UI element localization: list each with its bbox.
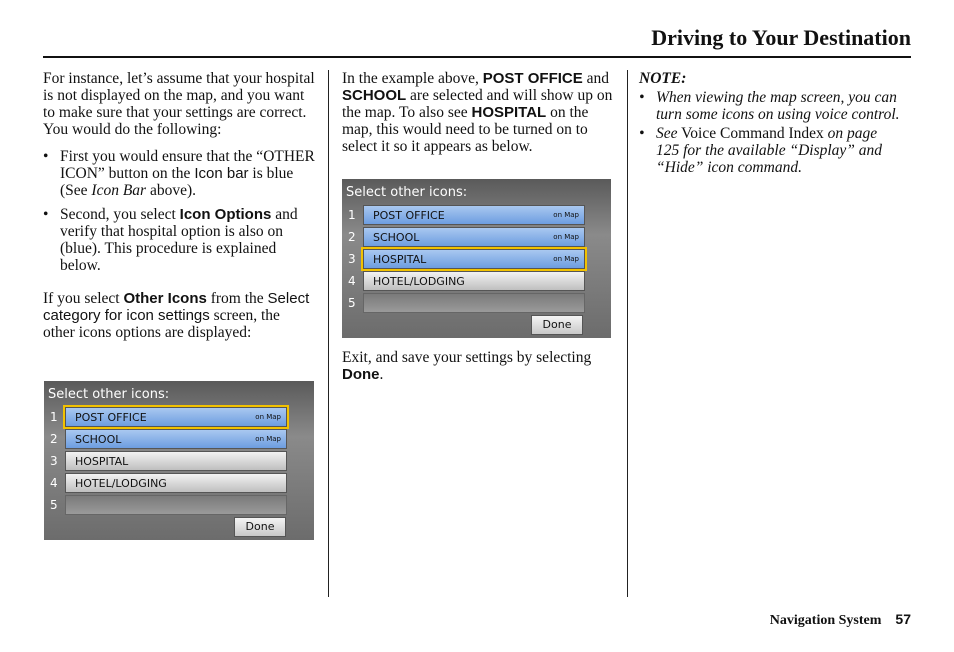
row-number: 3 [50,454,58,468]
empty-slot [65,495,287,515]
on-map-indicator: on Map [255,413,281,421]
section-name: Navigation System [769,613,882,628]
on-map-indicator: on Map [255,435,281,443]
post-office-option[interactable]: POST OFFICE on Map [65,407,287,427]
other-icons-paragraph: If you select Other Icons from the Select category for icon settings screen, the other icons options are displayed: [43,290,310,341]
school-option[interactable]: SCHOOL on Map [65,429,287,449]
hospital-option[interactable]: HOSPITAL [65,451,287,471]
intro-paragraph: For instance, let’s assume that your hospital is not displayed on the map, and you want to make sure that your settings are correct. You would do the following: [43,70,315,138]
row-number: 5 [348,296,356,310]
hotel-lodging-option[interactable]: HOTEL/LODGING [363,271,585,291]
done-button[interactable]: Done [234,517,286,537]
row-number: 2 [50,432,58,446]
page-footer [770,611,911,629]
row-number: 1 [348,208,356,222]
on-map-indicator: on Map [553,255,579,263]
on-map-indicator: on Map [553,211,579,219]
school-option[interactable]: SCHOOL on Map [363,227,585,247]
title-rule [43,56,911,58]
hotel-lodging-option[interactable]: HOTEL/LODGING [65,473,287,493]
row-number: 4 [50,476,58,490]
empty-slot [363,293,585,313]
row-number: 2 [348,230,356,244]
screen-header: Select other icons: [48,387,170,402]
page-title: Driving to Your Destination [651,25,911,50]
column-divider-2 [627,70,628,597]
step-1: • First you would ensure that the “OTHER ICON” button on the Icon bar is blue (See Icon Bar above). [43,148,315,199]
note-1: • When viewing the map screen, you can turn some icons on using voice control. [639,89,901,123]
on-map-indicator: on Map [553,233,579,241]
note-2: • See Voice Command Index on page 125 for the available “Display” and “Hide” icon command. [639,125,901,176]
column-3 [639,70,901,186]
column-1 [43,70,315,351]
row-number: 4 [348,274,356,288]
row-number: 1 [50,410,58,424]
screen-after [342,179,611,338]
column-divider-1 [328,70,329,597]
column-2 [342,70,617,165]
example-paragraph: In the example above, POST OFFICE and SCHOOL are selected and will show up on the map. To also see HOSPITAL on the map, this would need to be turned on to select it so it appears as below. [342,70,613,155]
note-list [639,89,901,176]
hospital-option[interactable]: HOSPITAL on Map [363,249,585,269]
post-office-option[interactable]: POST OFFICE on Map [363,205,585,225]
screen-header: Select other icons: [346,185,468,200]
note-label: NOTE: [639,70,687,87]
exit-paragraph: Exit, and save your settings by selecting Done. [342,349,592,383]
screen-before [44,381,314,540]
row-number: 3 [348,252,356,266]
done-button[interactable]: Done [531,315,583,335]
step-2: • Second, you select Icon Options and verify that hospital option is also on (blue). This procedure is explained below. [43,206,315,274]
page-number: 57 [895,611,911,627]
row-number: 5 [50,498,58,512]
steps-list [43,148,315,274]
column-2-bottom [342,349,617,393]
